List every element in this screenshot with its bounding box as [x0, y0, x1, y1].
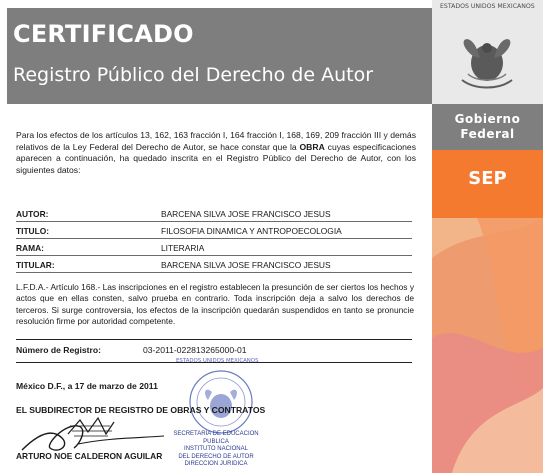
field-value: BARCENA SILVA JOSE FRANCISCO JESUS: [161, 209, 331, 219]
field-label: RAMA:: [16, 243, 44, 253]
intro-text-part2: cuyas especificaciones aparecen a continuación, ha quedado inscrita en el Registro Público del Derecho de Autor, con los siguientes datos:: [16, 141, 417, 175]
official-title: EL SUBDIRECTOR DE REGISTRO DE OBRAS Y CONTRATOS: [16, 405, 266, 415]
certificate-subtitle: Registro Público del Derecho de Autor: [13, 64, 374, 86]
field-row-rama: [16, 239, 416, 256]
registration-top-rule: [16, 339, 412, 340]
field-label: TITULAR:: [16, 260, 55, 270]
stamp-line: INSTITUTO NACIONAL: [184, 446, 248, 452]
field-value: BARCENA SILVA JOSE FRANCISCO JESUS: [161, 260, 331, 270]
intro-obra-word: OBRA: [299, 141, 325, 152]
signer-name: ARTURO NOE CALDERON AGUILAR: [16, 451, 163, 461]
intro-paragraph: [16, 130, 416, 176]
certificate-header: [7, 8, 432, 104]
stamp-line: DEL DERECHO DE AUTOR: [178, 453, 254, 460]
work-details: [16, 205, 416, 273]
legal-notice: L.F.D.A.- Artículo 168.- Las inscripciones en el registro establecen la presunción de ser ciertos los hechos y actos que en ellas consten, salvo prueba en contrario. Toda inscripción deja a salvo los derechos de terceros. Si surge controversia, los efectos de la inscripción quedarán suspendidos en tanto se pronuncie resolución firme por autoridad competente.: [16, 282, 415, 326]
coat-of-arms-seal-icon: [440, 3, 535, 98]
stamp-ring-text: ESTADOS UNIDOS MEXICANOS: [176, 358, 259, 364]
issue-date: México D.F., a 17 de marzo de 2011: [16, 381, 158, 391]
gobierno-line1: Gobierno: [454, 112, 521, 126]
field-value: FILOSOFIA DINAMICA Y ANTROPOECOLOGIA: [161, 226, 342, 236]
stamp-line: SECRETARIA DE EDUCACION PUBLICA: [173, 431, 259, 445]
field-row-titular: [16, 256, 416, 273]
registration-number: 03-2011-022813265000-01: [143, 345, 247, 355]
gobierno-line2: Federal: [460, 127, 515, 141]
handwritten-signature-icon: [18, 414, 168, 456]
field-row-titulo: [16, 222, 416, 239]
side-decoration-art: [432, 218, 543, 473]
gobierno-federal-label: [432, 112, 543, 142]
certificate-title: CERTIFICADO: [13, 20, 194, 48]
stamp-line: DIRECCION JURIDICA: [184, 461, 248, 467]
field-label: AUTOR:: [16, 209, 49, 219]
seal-ring-text: ESTADOS UNIDOS MEXICANOS: [440, 3, 535, 10]
field-divider: [16, 272, 412, 273]
field-label: TITULO:: [16, 226, 50, 236]
registration-row: [16, 345, 412, 359]
field-value: LITERARIA: [161, 243, 205, 253]
intro-text-part1: Para los efectos de los artículos 13, 162, 163 fracción I, 164 fracción I, 168, 169, 209 fracción III y demás relativos de la Ley Federal del Derecho de Autor, se hace constar que la: [16, 130, 416, 152]
registration-label: Número de Registro:: [16, 345, 101, 355]
field-row-autor: [16, 205, 416, 222]
sep-label: SEP: [468, 168, 507, 189]
official-stamp-icon: [176, 358, 266, 436]
stamp-text: [168, 431, 264, 469]
